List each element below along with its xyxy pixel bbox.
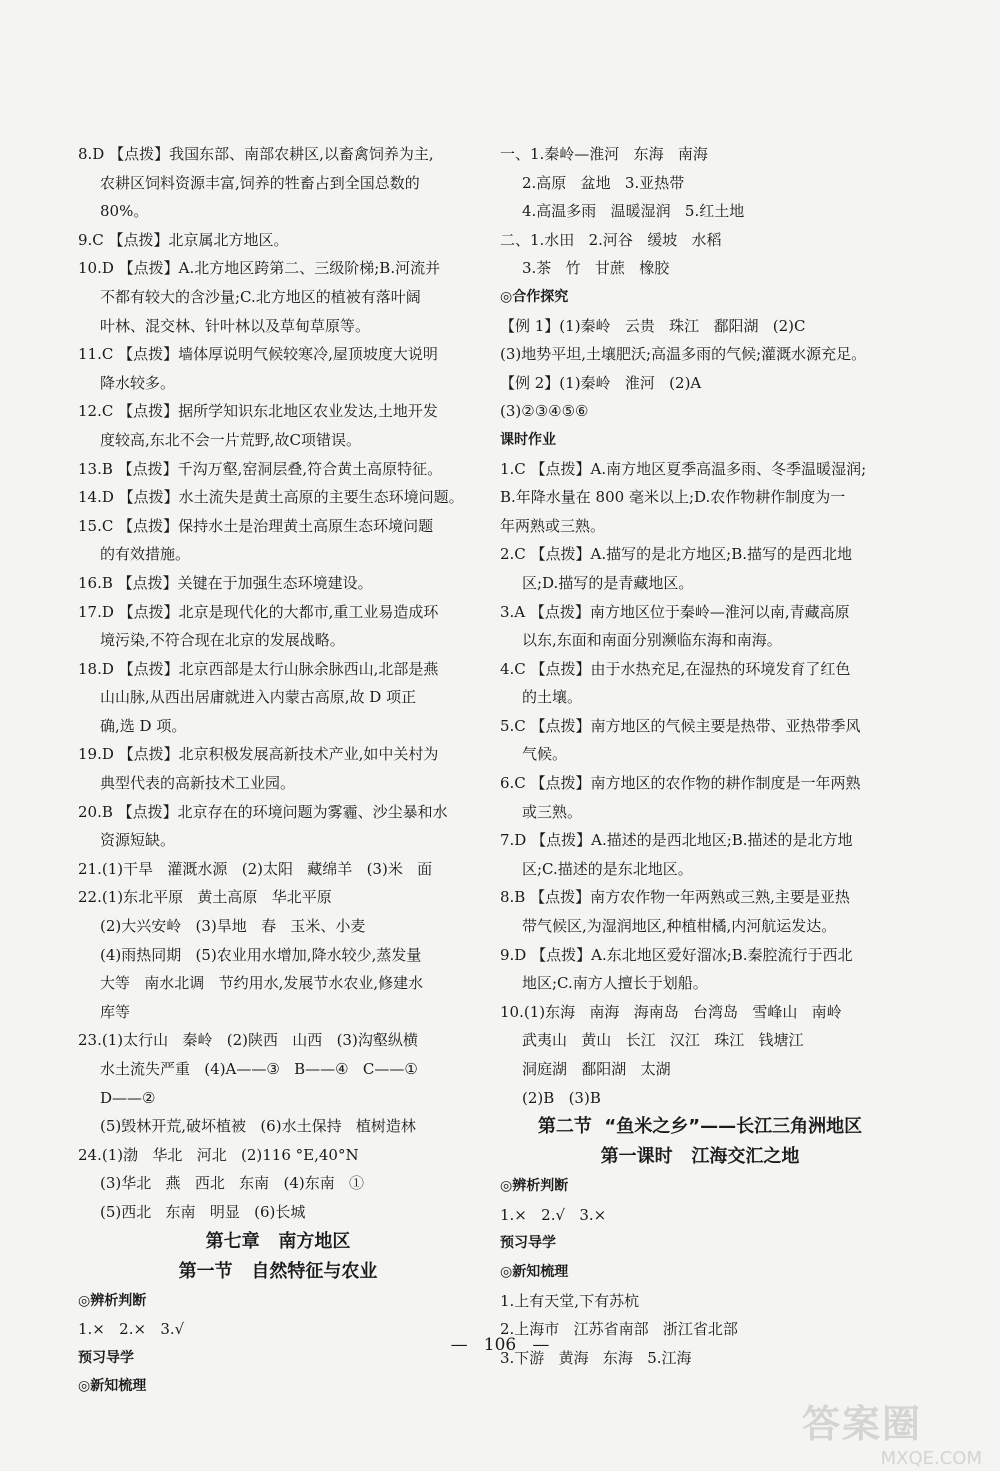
answer-line: 度较高,东北不会一片荒野,故C项错误。: [100, 430, 362, 449]
answer-line: 16.B 【点拨】关键在于加强生态环境建设。: [78, 573, 373, 592]
answer-line: 20.B 【点拨】北京存在的环境问题为雾霾、沙尘暴和水: [78, 802, 448, 821]
answer-line: 8.B 【点拨】南方农作物一年两熟或三熟,主要是亚热: [500, 888, 850, 907]
answer-line: 1.C 【点拨】A.南方地区夏季高温多雨、冬季温暖湿润;: [500, 459, 867, 478]
answer-line: 13.B 【点拨】千沟万壑,窑洞层叠,符合黄土高原特征。: [78, 459, 443, 478]
answer-line: 4.C 【点拨】由于水热充足,在湿热的环境发育了红色: [500, 659, 851, 678]
answer-line: 的土壤。: [522, 688, 583, 707]
answer-line: 确,选 D 项。: [100, 716, 187, 735]
section-title: 第一课时 江海交汇之地: [600, 1146, 800, 1168]
subsection-heading: ◎合作探究: [500, 288, 569, 305]
answer-line: 2.C 【点拨】A.描写的是北方地区;B.描写的是西北地: [500, 545, 853, 564]
answer-line: 14.D 【点拨】水土流失是黄土高原的主要生态环境问题。: [78, 488, 464, 507]
answer-line: 农耕区饲料资源丰富,饲养的牲畜占到全国总数的: [100, 173, 420, 192]
section-title: 第二节 “鱼米之乡”——长江三角洲地区: [537, 1116, 863, 1138]
answer-line: (3)华北 燕 西北 东南 (4)东南 ①: [100, 1174, 365, 1193]
subsection-heading: ◎辨析判断: [78, 1292, 147, 1309]
answer-line: 降水较多。: [100, 373, 176, 392]
answer-line: 6.C 【点拨】南方地区的农作物的耕作制度是一年两熟: [500, 774, 861, 793]
answer-line: 【例 1】(1)秦岭 云贵 珠江 鄱阳湖 (2)C: [500, 316, 806, 335]
site-watermark: [802, 1393, 982, 1469]
answer-line: (2)大兴安岭 (3)旱地 春 玉米、小麦: [100, 917, 366, 936]
answer-line: 7.D 【点拨】A.描述的是西北地区;B.描述的是北方地: [500, 831, 853, 850]
page-number: — 106 —: [450, 1335, 550, 1355]
answer-line: 1.× 2.√ 3.×: [500, 1205, 607, 1224]
answer-line: 【例 2】(1)秦岭 淮河 (2)A: [500, 373, 702, 392]
answer-line: 武夷山 黄山 长江 汉江 珠江 钱塘江: [522, 1031, 804, 1050]
answer-line: 区;C.描述的是东北地区。: [522, 859, 693, 878]
answer-line: 18.D 【点拨】北京西部是太行山脉余脉西山,北部是燕: [78, 659, 439, 678]
answer-line: 8.D 【点拨】我国东部、南部农耕区,以畜禽饲养为主,: [78, 145, 434, 163]
answer-line: 区;D.描写的是青藏地区。: [522, 573, 694, 592]
answer-line: 22.(1)东北平原 黄土高原 华北平原: [78, 888, 332, 907]
answer-line: 5.C 【点拨】南方地区的气候主要是热带、亚热带季风: [500, 716, 861, 735]
answer-line: 1.× 2.× 3.√: [78, 1320, 185, 1339]
section-title: 第一节 自然特征与农业: [178, 1260, 378, 1282]
answer-line: 17.D 【点拨】北京是现代化的大都市,重工业易造成环: [78, 602, 439, 621]
subsection-heading: ◎新知梳理: [78, 1378, 147, 1395]
watermark-logo: 答案圈: [802, 1402, 923, 1446]
answer-line: 境污染,不符合现在北京的发展战略。: [100, 631, 345, 650]
right-column: [500, 140, 900, 1372]
answer-line: 23.(1)太行山 秦岭 (2)陕西 山西 (3)沟壑纵横: [78, 1031, 418, 1050]
answer-line: 地区;C.南方人擅长于划船。: [522, 974, 708, 993]
subsection-heading: ◎辨析判断: [500, 1178, 569, 1195]
answer-line: B.年降水量在 800 毫米以上;D.农作物耕作制度为一: [500, 488, 846, 507]
answer-line: 19.D 【点拨】北京积极发展高新技术产业,如中关村为: [78, 745, 439, 764]
answer-line: (4)雨热同期 (5)农业用水增加,降水较少,蒸发量: [100, 945, 422, 964]
answer-line: 山山脉,从西出居庸就进入内蒙古高原,故 D 项正: [100, 688, 417, 707]
subsection-heading: ◎新知梳理: [500, 1263, 569, 1280]
subsection-heading: 课时作业: [500, 431, 556, 448]
answer-line: 11.C 【点拨】墙体厚说明气候较寒冷,屋顶坡度大说明: [78, 345, 438, 364]
answer-line: 的有效措施。: [100, 545, 191, 564]
answer-line: (3)②③④⑤⑥: [500, 402, 589, 421]
answer-line: 3.A 【点拨】南方地区位于秦岭—淮河以南,青藏高原: [500, 602, 850, 621]
answer-line: 1.上有天堂,下有苏杭: [500, 1291, 640, 1310]
answer-line: (3)地势平坦,土壤肥沃;高温多雨的气候;灌溉水源充足。: [500, 345, 867, 364]
answer-line: (5)毁林开荒,破坏植被 (6)水土保持 植树造林: [100, 1117, 416, 1136]
answer-line: 10.(1)东海 南海 海南岛 台湾岛 雪峰山 南岭: [500, 1002, 842, 1021]
answer-line: 21.(1)干旱 灌溉水源 (2)太阳 藏绵羊 (3)米 面: [78, 859, 433, 878]
answer-line: 年两熟或三熟。: [500, 516, 606, 535]
answer-line: 80%。: [100, 202, 149, 221]
answer-line: 带气候区,为湿润地区,种植柑橘,内河航运发达。: [522, 917, 837, 936]
answer-line: (5)西北 东南 明显 (6)长城: [100, 1202, 306, 1221]
answer-line: 10.D 【点拨】A.北方地区跨第二、三级阶梯;B.河流并: [78, 259, 441, 278]
answer-line: 典型代表的高新技术工业园。: [100, 774, 296, 793]
answer-line: 9.C 【点拨】北京属北方地区。: [78, 230, 289, 249]
answer-line: 一、1.秦岭—淮河 东海 南海: [500, 145, 708, 163]
answer-line: 3.下游 黄海 东海 5.江海: [500, 1348, 692, 1367]
answer-line: 资源短缺。: [100, 831, 176, 850]
subsection-heading: 预习导学: [78, 1349, 134, 1366]
answer-line: 水土流失严重 (4)A——③ B——④ C——①: [100, 1060, 418, 1078]
answer-line: 15.C 【点拨】保持水土是治理黄土高原生态环境问题: [78, 516, 434, 535]
answer-line: 气候。: [522, 745, 568, 764]
answer-line: 以东,东面和南面分别濒临东海和南海。: [522, 631, 782, 650]
answer-line: 洞庭湖 鄱阳湖 太湖: [522, 1060, 671, 1078]
answer-line: 24.(1)渤 华北 河北 (2)116 °E,40°N: [78, 1145, 359, 1164]
answer-line: D——②: [100, 1088, 156, 1107]
section-title: 第七章 南方地区: [205, 1230, 351, 1252]
subsection-heading: 预习导学: [500, 1235, 556, 1252]
answer-line: (2)B (3)B: [522, 1088, 601, 1107]
answer-line: 叶林、混交林、针叶林以及草甸草原等。: [100, 316, 371, 335]
answer-line: 3.茶 竹 甘蔗 橡胶: [522, 259, 670, 278]
answer-line: 或三熟。: [522, 802, 583, 821]
answer-line: 大等 南水北调 节约用水,发展节水农业,修建水: [100, 974, 424, 993]
answer-line: 2.高原 盆地 3.亚热带: [522, 173, 685, 192]
answer-line: 二、1.水田 2.河谷 缓坡 水稻: [500, 230, 722, 249]
watermark-url: MXQE.COM: [880, 1448, 982, 1469]
answer-line: 库等: [100, 1002, 131, 1021]
answer-line: 12.C 【点拨】据所学知识东北地区农业发达,土地开发: [78, 402, 438, 421]
left-column: [78, 140, 478, 1401]
answer-line: 不都有较大的含沙量;C.北方地区的植被有落叶阔: [100, 287, 421, 306]
answer-line: 2.上海市 江苏省南部 浙江省北部: [500, 1320, 738, 1339]
answer-line: 4.高温多雨 温暖湿润 5.红土地: [522, 202, 745, 221]
answer-line: 9.D 【点拨】A.东北地区爱好溜冰;B.秦腔流行于西北: [500, 945, 853, 964]
